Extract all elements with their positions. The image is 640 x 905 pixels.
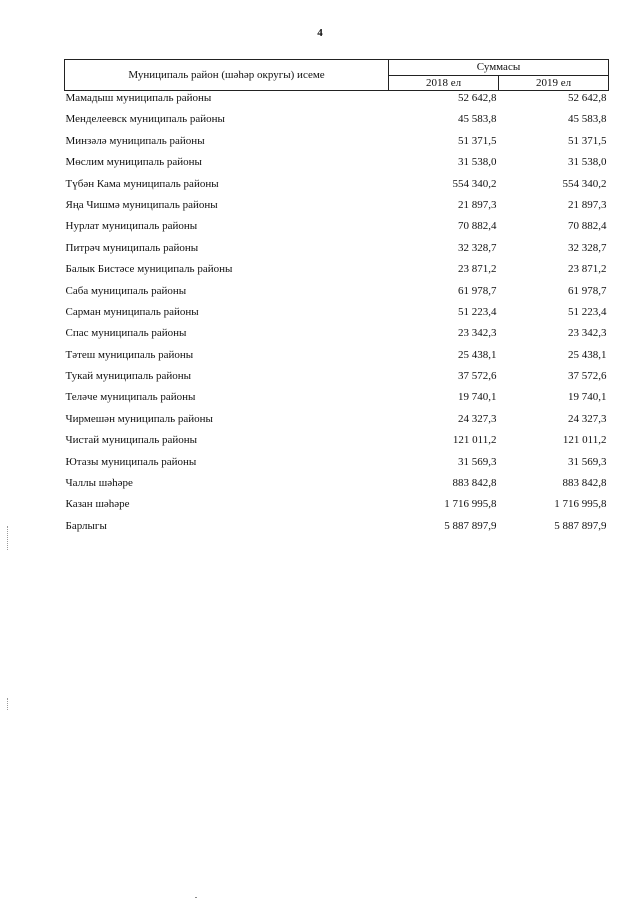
row-value-2019: 554 340,2 xyxy=(562,177,607,190)
row-value-2018: 37 572,6 xyxy=(458,370,497,383)
table-row xyxy=(65,284,609,305)
row-value-2018: 23 871,2 xyxy=(458,263,497,276)
row-value-2019: 23 342,3 xyxy=(568,327,607,340)
table-row xyxy=(65,177,609,198)
row-value-2018: 32 328,7 xyxy=(458,241,497,254)
row-name: Ютазы муниципаль районы xyxy=(65,455,197,468)
header-municipality-name: Муниципаль район (шәһәр округы) исеме xyxy=(65,60,389,91)
row-name: Барлыгы xyxy=(65,519,107,532)
table-row xyxy=(65,369,609,390)
budget-table xyxy=(64,59,609,540)
scan-speck xyxy=(195,897,197,898)
row-name: Түбән Кама муниципаль районы xyxy=(65,177,219,190)
table-row xyxy=(65,241,609,262)
table-row xyxy=(65,198,609,219)
row-value-2019: 51 223,4 xyxy=(568,305,607,318)
row-value-2019: 52 642,8 xyxy=(568,92,607,104)
header-year-2018: 2018 ел xyxy=(389,76,499,91)
row-name: Тәтеш муниципаль районы xyxy=(65,348,194,361)
row-name: Казан шәһәре xyxy=(65,498,130,511)
table-row xyxy=(65,155,609,176)
row-name: Яңа Чишмә муниципаль районы xyxy=(65,198,218,211)
row-value-2019: 37 572,6 xyxy=(568,370,607,383)
row-name: Чирмешән муниципаль районы xyxy=(65,412,213,425)
row-value-2019: 31 569,3 xyxy=(568,455,607,468)
row-name: Спас муниципаль районы xyxy=(65,327,187,340)
row-name: Мөслим муниципаль районы xyxy=(65,156,202,169)
row-value-2019: 31 538,0 xyxy=(568,156,607,169)
row-value-2018: 51 371,5 xyxy=(458,134,497,147)
table-row xyxy=(65,326,609,347)
table-row xyxy=(65,433,609,454)
row-value-2018: 61 978,7 xyxy=(458,284,497,297)
row-name: Минзәлә муниципаль районы xyxy=(65,134,205,147)
row-value-2019: 21 897,3 xyxy=(568,198,607,211)
row-name: Саба муниципаль районы xyxy=(65,284,187,297)
table-header xyxy=(65,60,609,91)
table-row xyxy=(65,112,609,133)
row-value-2019: 25 438,1 xyxy=(568,348,607,361)
row-value-2019: 70 882,4 xyxy=(568,220,607,233)
row-name: Тукай муниципаль районы xyxy=(65,370,192,383)
table-row xyxy=(65,262,609,283)
row-name: Чистай муниципаль районы xyxy=(65,434,198,447)
table-row xyxy=(65,519,609,540)
row-value-2018: 24 327,3 xyxy=(458,412,497,425)
table-row xyxy=(65,497,609,518)
row-value-2018: 19 740,1 xyxy=(458,391,497,404)
row-value-2018: 883 842,8 xyxy=(452,477,497,490)
row-value-2019: 32 328,7 xyxy=(568,241,607,254)
row-value-2018: 554 340,2 xyxy=(452,177,497,190)
row-value-2018: 1 716 995,8 xyxy=(444,498,497,511)
row-name: Питрәч муниципаль районы xyxy=(65,241,199,254)
table-body xyxy=(65,91,609,541)
row-value-2018: 23 342,3 xyxy=(458,327,497,340)
row-value-2018: 25 438,1 xyxy=(458,348,497,361)
row-name: Балык Бистәсе муниципаль районы xyxy=(65,263,233,276)
row-value-2019: 51 371,5 xyxy=(568,134,607,147)
row-name: Теләче муниципаль районы xyxy=(65,391,196,404)
margin-dotted-mark xyxy=(7,698,8,710)
table-row xyxy=(65,305,609,326)
table-row xyxy=(65,219,609,240)
table-row xyxy=(65,412,609,433)
table-row xyxy=(65,455,609,476)
row-name: Мамадыш муниципаль районы xyxy=(65,92,212,104)
page-number: 4 xyxy=(317,27,323,39)
row-value-2018: 70 882,4 xyxy=(458,220,497,233)
row-value-2018: 31 538,0 xyxy=(458,156,497,169)
row-name: Сарман муниципаль районы xyxy=(65,305,199,318)
row-value-2019: 5 887 897,9 xyxy=(554,519,607,532)
row-value-2019: 19 740,1 xyxy=(568,391,607,404)
row-value-2018: 121 011,2 xyxy=(452,434,497,447)
row-value-2018: 21 897,3 xyxy=(458,198,497,211)
row-value-2018: 31 569,3 xyxy=(458,455,497,468)
row-value-2019: 121 011,2 xyxy=(562,434,607,447)
row-value-2019: 45 583,8 xyxy=(568,113,607,126)
table-row xyxy=(65,91,609,113)
row-value-2019: 24 327,3 xyxy=(568,412,607,425)
budget-table-container xyxy=(64,59,608,540)
table-row xyxy=(65,134,609,155)
row-value-2019: 1 716 995,8 xyxy=(554,498,607,511)
row-value-2018: 45 583,8 xyxy=(458,113,497,126)
margin-dotted-mark xyxy=(7,526,8,550)
table-row xyxy=(65,348,609,369)
table-row xyxy=(65,476,609,497)
row-name: Чаллы шәһәре xyxy=(65,477,133,490)
row-value-2019: 23 871,2 xyxy=(568,263,607,276)
row-value-2019: 61 978,7 xyxy=(568,284,607,297)
row-name: Менделеевск муниципаль районы xyxy=(65,113,225,126)
row-value-2018: 51 223,4 xyxy=(458,305,497,318)
row-value-2019: 883 842,8 xyxy=(562,477,607,490)
table-row xyxy=(65,390,609,411)
row-value-2018: 5 887 897,9 xyxy=(444,519,497,532)
header-year-2019: 2019 ел xyxy=(499,76,609,91)
header-sum-group: Суммасы xyxy=(389,60,609,76)
row-name: Нурлат муниципаль районы xyxy=(65,220,198,233)
row-value-2018: 52 642,8 xyxy=(458,92,497,104)
